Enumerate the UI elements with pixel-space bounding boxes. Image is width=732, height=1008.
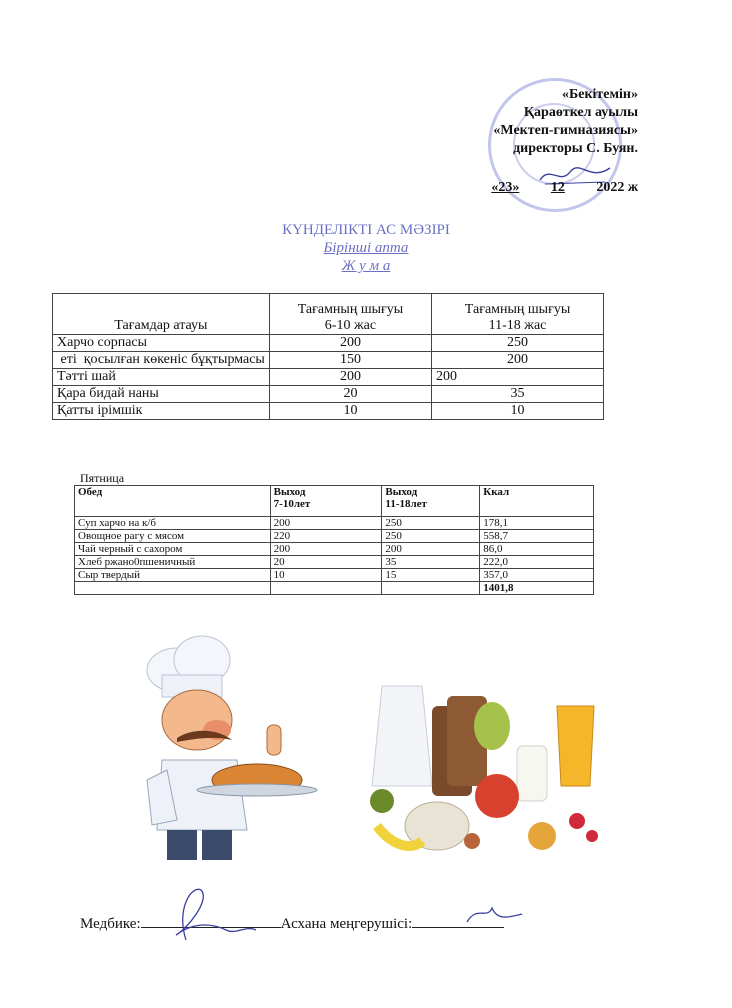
approval-line-1: «Бекітемін» [561,87,638,102]
output-11-18: 250 [382,517,480,530]
kcal: 178,1 [480,517,594,530]
menu-titles [0,221,732,275]
portion-6-10: 150 [269,352,431,369]
header-portion-11-18: Тағамның шығуы 11-18 жас [432,294,604,335]
table-row [75,556,594,569]
output-7-10: 200 [270,543,382,556]
table-row [53,369,604,386]
portion-11-18: 200 [432,352,604,369]
date-month: 12 [550,180,565,195]
portion-11-18: 35 [432,386,604,403]
day-title: Ж у м а [341,258,391,274]
meal-name: Сыр твердый [75,569,271,582]
output-11-18: 15 [382,569,480,582]
table-row [75,517,594,530]
header-output-7-10: Выход 7-10лет [270,486,382,517]
canteen-manager-label: Асхана меңгерушісі: [280,916,413,932]
approval-line-2: Қараөткел ауылы [523,105,638,120]
dish-name: Қара бидай наны [53,386,270,403]
approval-date [491,180,638,196]
header-portion-6-10: Тағамның шығуы 6-10 жас [269,294,431,335]
table-row [53,352,604,369]
portion-11-18: 200 [432,369,604,386]
kcal-total: 1401,8 [480,582,594,595]
portion-6-10: 200 [269,335,431,352]
output-7-10: 20 [270,556,382,569]
menu-title: КҮНДЕЛІКТІ АС МӘЗІРІ [282,222,450,238]
table-row [53,335,604,352]
date-day: «23» [491,180,520,195]
nurse-label: Медбике: [80,916,141,932]
portion-6-10: 200 [269,369,431,386]
output-11-18: 250 [382,530,480,543]
table-row [75,569,594,582]
meal-name: Чай черный с сахором [75,543,271,556]
table-row [75,530,594,543]
footer-signatures [80,913,504,933]
healthy-food-illustration [362,636,618,876]
table-row [53,386,604,403]
kcal: 86,0 [480,543,594,556]
output-7-10: 220 [270,530,382,543]
portion-6-10: 10 [269,403,431,420]
kazakh-menu-table [52,293,604,420]
nurse-signature [156,880,266,950]
week-title: Бірінші апта [323,240,409,256]
output-7-10: 200 [270,517,382,530]
output-7-10: 10 [270,569,382,582]
russian-menu-table [74,485,594,595]
header-kcal: Ккал [480,486,594,517]
dish-name: еті қосылған көкеніс бұқтырмасы [53,352,270,369]
chef-illustration [107,630,337,870]
kcal: 357,0 [480,569,594,582]
header-output-11-18: Выход 11-18лет [382,486,480,517]
approval-block [493,86,638,158]
portion-11-18: 10 [432,403,604,420]
dish-name: Харчо сорпасы [53,335,270,352]
approval-line-4: директоры С. Буян. [513,141,638,156]
date-year: 2022 ж [596,180,638,195]
output-11-18: 200 [382,543,480,556]
kcal: 222,0 [480,556,594,569]
table-row [75,543,594,556]
table-total-row [75,582,594,595]
dish-name: Қатты ірімшік [53,403,270,420]
canteen-manager-signature [462,900,532,930]
russian-table-caption: Пятница [80,471,125,485]
output-11-18: 35 [382,556,480,569]
header-meal: Обед [75,486,271,517]
approval-line-3: «Мектеп-гимназиясы» [493,123,638,138]
portion-11-18: 250 [432,335,604,352]
table-row [53,403,604,420]
kcal: 558,7 [480,530,594,543]
table-header-row [53,294,604,335]
table-header-row [75,486,594,517]
portion-6-10: 20 [269,386,431,403]
dish-name: Тәтті шай [53,369,270,386]
meal-name: Суп харчо на к/б [75,517,271,530]
meal-name: Овощное рагу с мясом [75,530,271,543]
meal-name: Хлеб ржано0пшеничный [75,556,271,569]
header-dish: Тағамдар атауы [53,294,270,335]
